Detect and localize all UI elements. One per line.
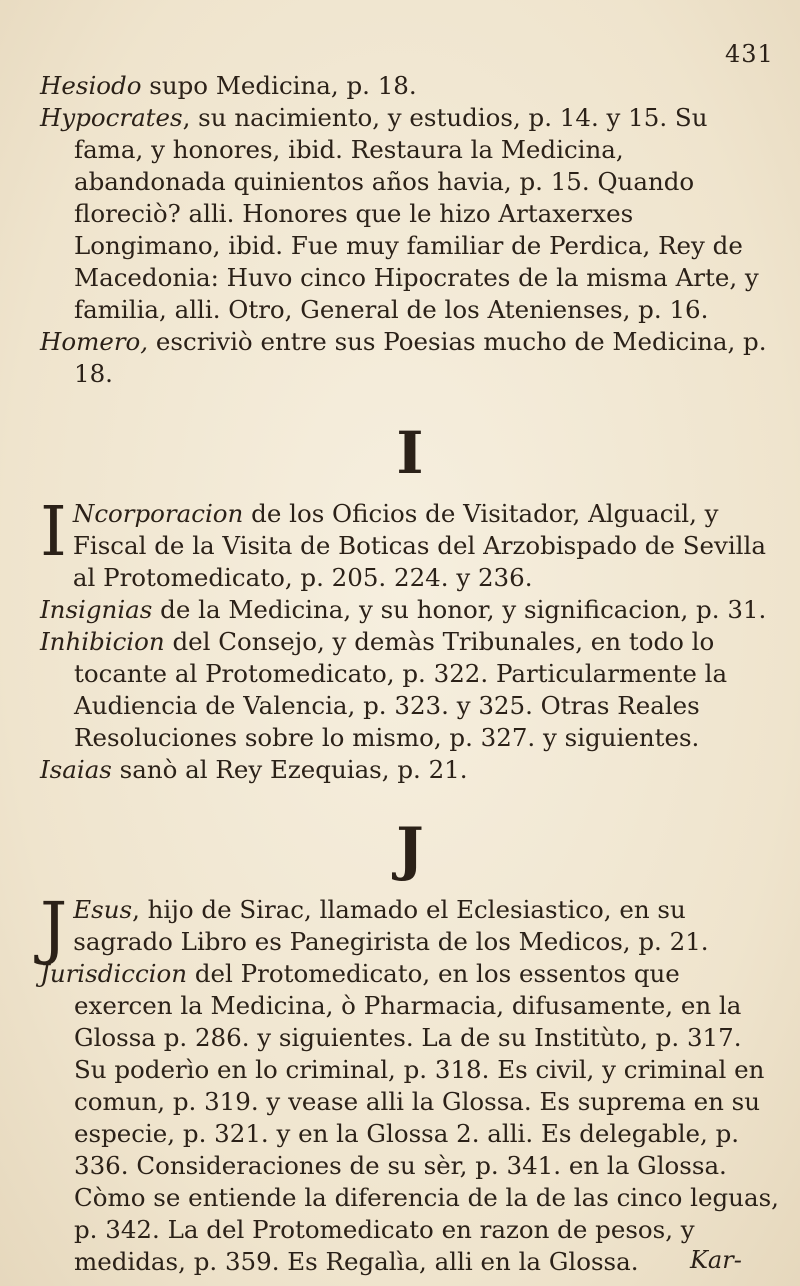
entry-head: Insignias <box>40 595 153 624</box>
entry-insignias <box>40 594 780 626</box>
section-i <box>40 416 780 786</box>
entry-head: Hypocrates <box>40 103 183 132</box>
entry-hypocrates <box>40 102 780 326</box>
entry-head: Inhibicion <box>40 627 165 656</box>
entry-jesus <box>40 889 780 968</box>
drop-cap: I <box>40 493 67 572</box>
entry-body: de la Medicina, y su honor, y significacion, p. 31. <box>160 595 767 624</box>
section-letter: I <box>396 419 424 487</box>
entry-homero <box>40 326 780 390</box>
entry-body: escriviò entre sus Poesias mucho de Medicina, p. 18. <box>74 327 767 388</box>
entry-body: del Consejo, y demàs Tribunales, en todo lo tocante al Protomedicato, p. 322. Particularmente la Audiencia de Valencia, p. 323. y 325. Otras Reales Resoluciones sobre lo mismo, p. 327. y siguientes. <box>74 627 728 752</box>
entry-incorporacion <box>40 493 780 594</box>
entry-head: Jurisdiccion <box>40 959 188 988</box>
entry-body: supo Medicina, p. 18. <box>149 71 417 100</box>
entry-body: sanò al Rey Ezequias, p. 21. <box>119 755 468 784</box>
entry-head: Homero, <box>40 327 149 356</box>
section-letter: J <box>396 815 424 883</box>
catchword: Kar- <box>690 1246 742 1274</box>
entry-jurisdiccion <box>40 958 780 1278</box>
page-number: 431 <box>725 40 774 68</box>
entry-body: del Protomedicato, en los essentos que exercen la Medicina, ò Pharmacia, difusamente, en la Glossa p. 286. y siguientes. La de su Institùto, p. 317. Su poderìo en lo criminal, p. 318. Es civil, y criminal en comun, p. 319. y vease alli la Glossa. Es suprema en su especie, p. 321. y en la Glossa 2. alli. Es delegable, p. 336. Consideraciones de su sèr, p. 341. en la Glossa. Còmo se entiende la diferencia de la de las cinco leguas, p. 342. La del Protomedicato en razon de pesos, y medidas, p. 359. Es Regalìa, alli en la Glossa. <box>74 959 779 1276</box>
entry-body: de los Oficios de Visitador, Alguacil, y Fiscal de la Visita de Boticas del Arzobispado de Sevilla al Protomedicato, p. 205. 224. y 236. <box>72 499 766 592</box>
entry-head: Isaias <box>40 755 112 784</box>
entry-head: Hesiodo <box>40 71 142 100</box>
entry-head: Esus <box>73 895 133 924</box>
index-text <box>40 70 780 1278</box>
section-h <box>40 70 780 390</box>
entry-hesiodo <box>40 70 780 102</box>
drop-cap: J <box>40 889 68 968</box>
entry-isaias <box>40 754 780 786</box>
entry-inhibicion <box>40 626 780 754</box>
section-j <box>40 812 780 1278</box>
entry-body: , su nacimiento, y estudios, p. 14. y 15. Su fama, y honores, ibid. Restaura la Medicina, abandonada quinientos años havia, p. 15. Quando floreciò? alli. Honores que le hizo Artaxerxes Longimano, ibid. Fue muy familiar de Perdica, Rey de Macedonia: Huvo cinco Hipocrates de la misma Arte, y familia, alli. Otro, General de los Atenienses, p. 16. <box>74 103 759 324</box>
entry-head: Ncorporacion <box>72 499 244 528</box>
entry-body: , hijo de Sirac, llamado el Eclesiastico, en su sagrado Libro es Panegirista de los Medicos, p. 21. <box>73 895 709 956</box>
